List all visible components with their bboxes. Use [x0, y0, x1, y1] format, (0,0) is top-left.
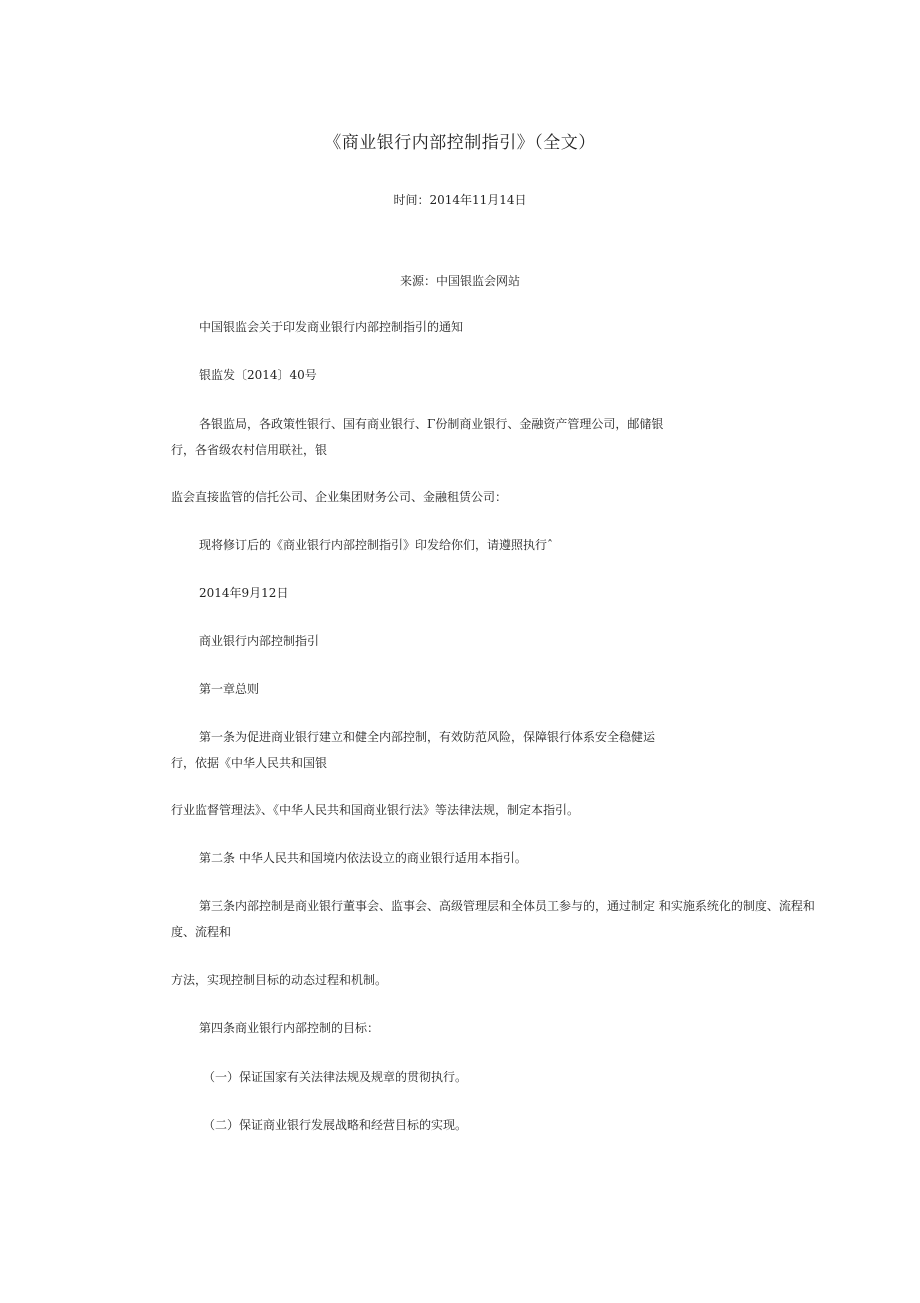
- recipient-line-1: 各银监局，各政策性银行、国有商业银行、Γ份制商业银行、金融资产管理公司，邮储银: [199, 417, 664, 431]
- article-3-line-3: 方法，实现控制目标的动态过程和机制。: [171, 973, 388, 987]
- article-1-line-2: 行，依据《中华人民共和国银: [171, 756, 328, 770]
- article-1-line-1: 第一条为促进商业银行建立和健全内部控制，有效防范风险，保障银行体系安全稳健运: [199, 730, 656, 744]
- article-3-line-2: 度、流程和: [171, 925, 232, 939]
- chapter-heading: 第一章总则: [199, 682, 260, 696]
- notice-title: 中国银监会关于印发商业银行内部控制指引的通知: [199, 320, 464, 334]
- source-line: 来源：中国银监会网站: [399, 274, 520, 288]
- recipient-line-3: 监会直接监管的信托公司、企业集团财务公司、金融租赁公司：: [171, 490, 508, 504]
- document-number: 银监发〔2014〕40号: [199, 368, 317, 382]
- document-title: 《商业银行内部控制指引》（全文）: [324, 133, 596, 153]
- guideline-title: 商业银行内部控制指引: [199, 634, 320, 648]
- article-4: 第四条商业银行内部控制的目标：: [199, 1021, 380, 1035]
- objective-item-1: （一）保证国家有关法律法规及规章的贯彻执行。: [203, 1070, 468, 1084]
- recipient-line-2: 行，各省级农村信用联社，银: [171, 443, 328, 457]
- publish-time: 时间：2014年11月14日: [393, 193, 527, 207]
- notice-date: 2014年9月12日: [199, 586, 289, 600]
- objective-item-2: （二）保证商业银行发展战略和经营目标的实现。: [203, 1118, 468, 1132]
- article-1-line-3: 行业监督管理法》、《中华人民共和国商业银行法》等法律法规，制定本指引。: [171, 803, 580, 817]
- article-3-line-1: 第三条内部控制是商业银行董事会、监事会、高级管理层和全体员工参与的，通过制定 和实施系统化的制度、流程和: [199, 899, 815, 913]
- article-2: 第二条 中华人民共和国境内依法设立的商业银行适用本指引。: [199, 851, 527, 865]
- notice-body: 现将修订后的《商业银行内部控制指引》印发给你们，请遵照执行ˆ: [199, 538, 554, 552]
